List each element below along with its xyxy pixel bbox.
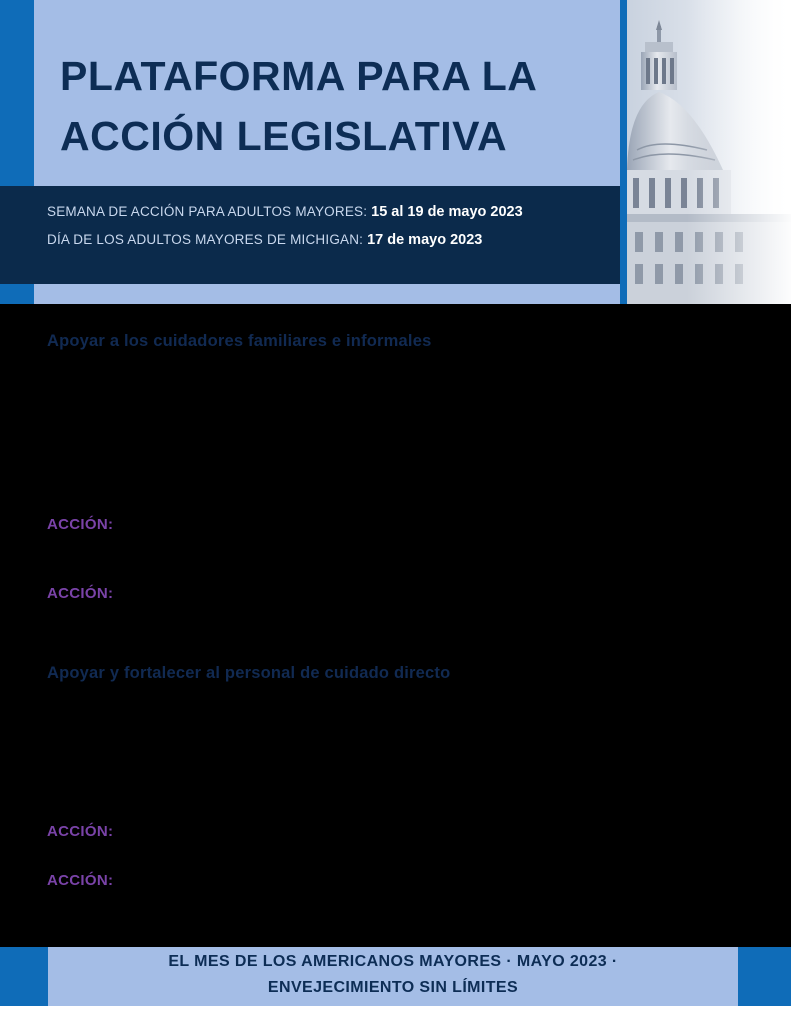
older-adults-day-label: DÍA DE LOS ADULTOS MAYORES DE MICHIGAN: [47,232,368,247]
week-of-action-dates: 15 al 19 de mayo 2023 [371,204,523,220]
footer-left-stripe [0,947,48,1006]
footer-text-line-2: ENVEJECIMIENTO SIN LÍMITES [267,979,519,996]
older-adults-day-line [47,231,627,249]
action-label: ACCIÓN: [47,516,114,533]
week-of-action-label: SEMANA DE ACCIÓN PARA ADULTOS MAYORES: [47,204,372,219]
page-title [60,46,620,166]
footer-text-line-1: EL MES DE LOS AMERICANOS MAYORES · MAYO 2023 · [168,953,618,970]
week-of-action-line [47,203,627,221]
capitol-dome-image [627,0,791,304]
section-heading-caregivers: Apoyar a los cuidadores familiares e informales [47,332,432,350]
page-title-line-2: ACCIÓN LEGISLATIVA [60,113,508,159]
header-left-stripe [0,0,34,186]
header-bottom-panel [34,284,620,304]
header-divider [620,0,627,304]
header-bottom-stripe [0,284,34,304]
section-heading-direct-care-workforce: Apoyar y fortalecer al personal de cuidado directo [47,664,451,682]
action-label: ACCIÓN: [47,872,114,889]
page-title-line-1: PLATAFORMA PARA LA [60,53,538,99]
action-label: ACCIÓN: [47,585,114,602]
content-area [0,304,791,947]
footer-right-stripe [738,947,791,1006]
capitol-dome-illustration [627,0,791,304]
action-label: ACCIÓN: [47,823,114,840]
older-adults-day-date: 17 de mayo 2023 [367,232,483,248]
